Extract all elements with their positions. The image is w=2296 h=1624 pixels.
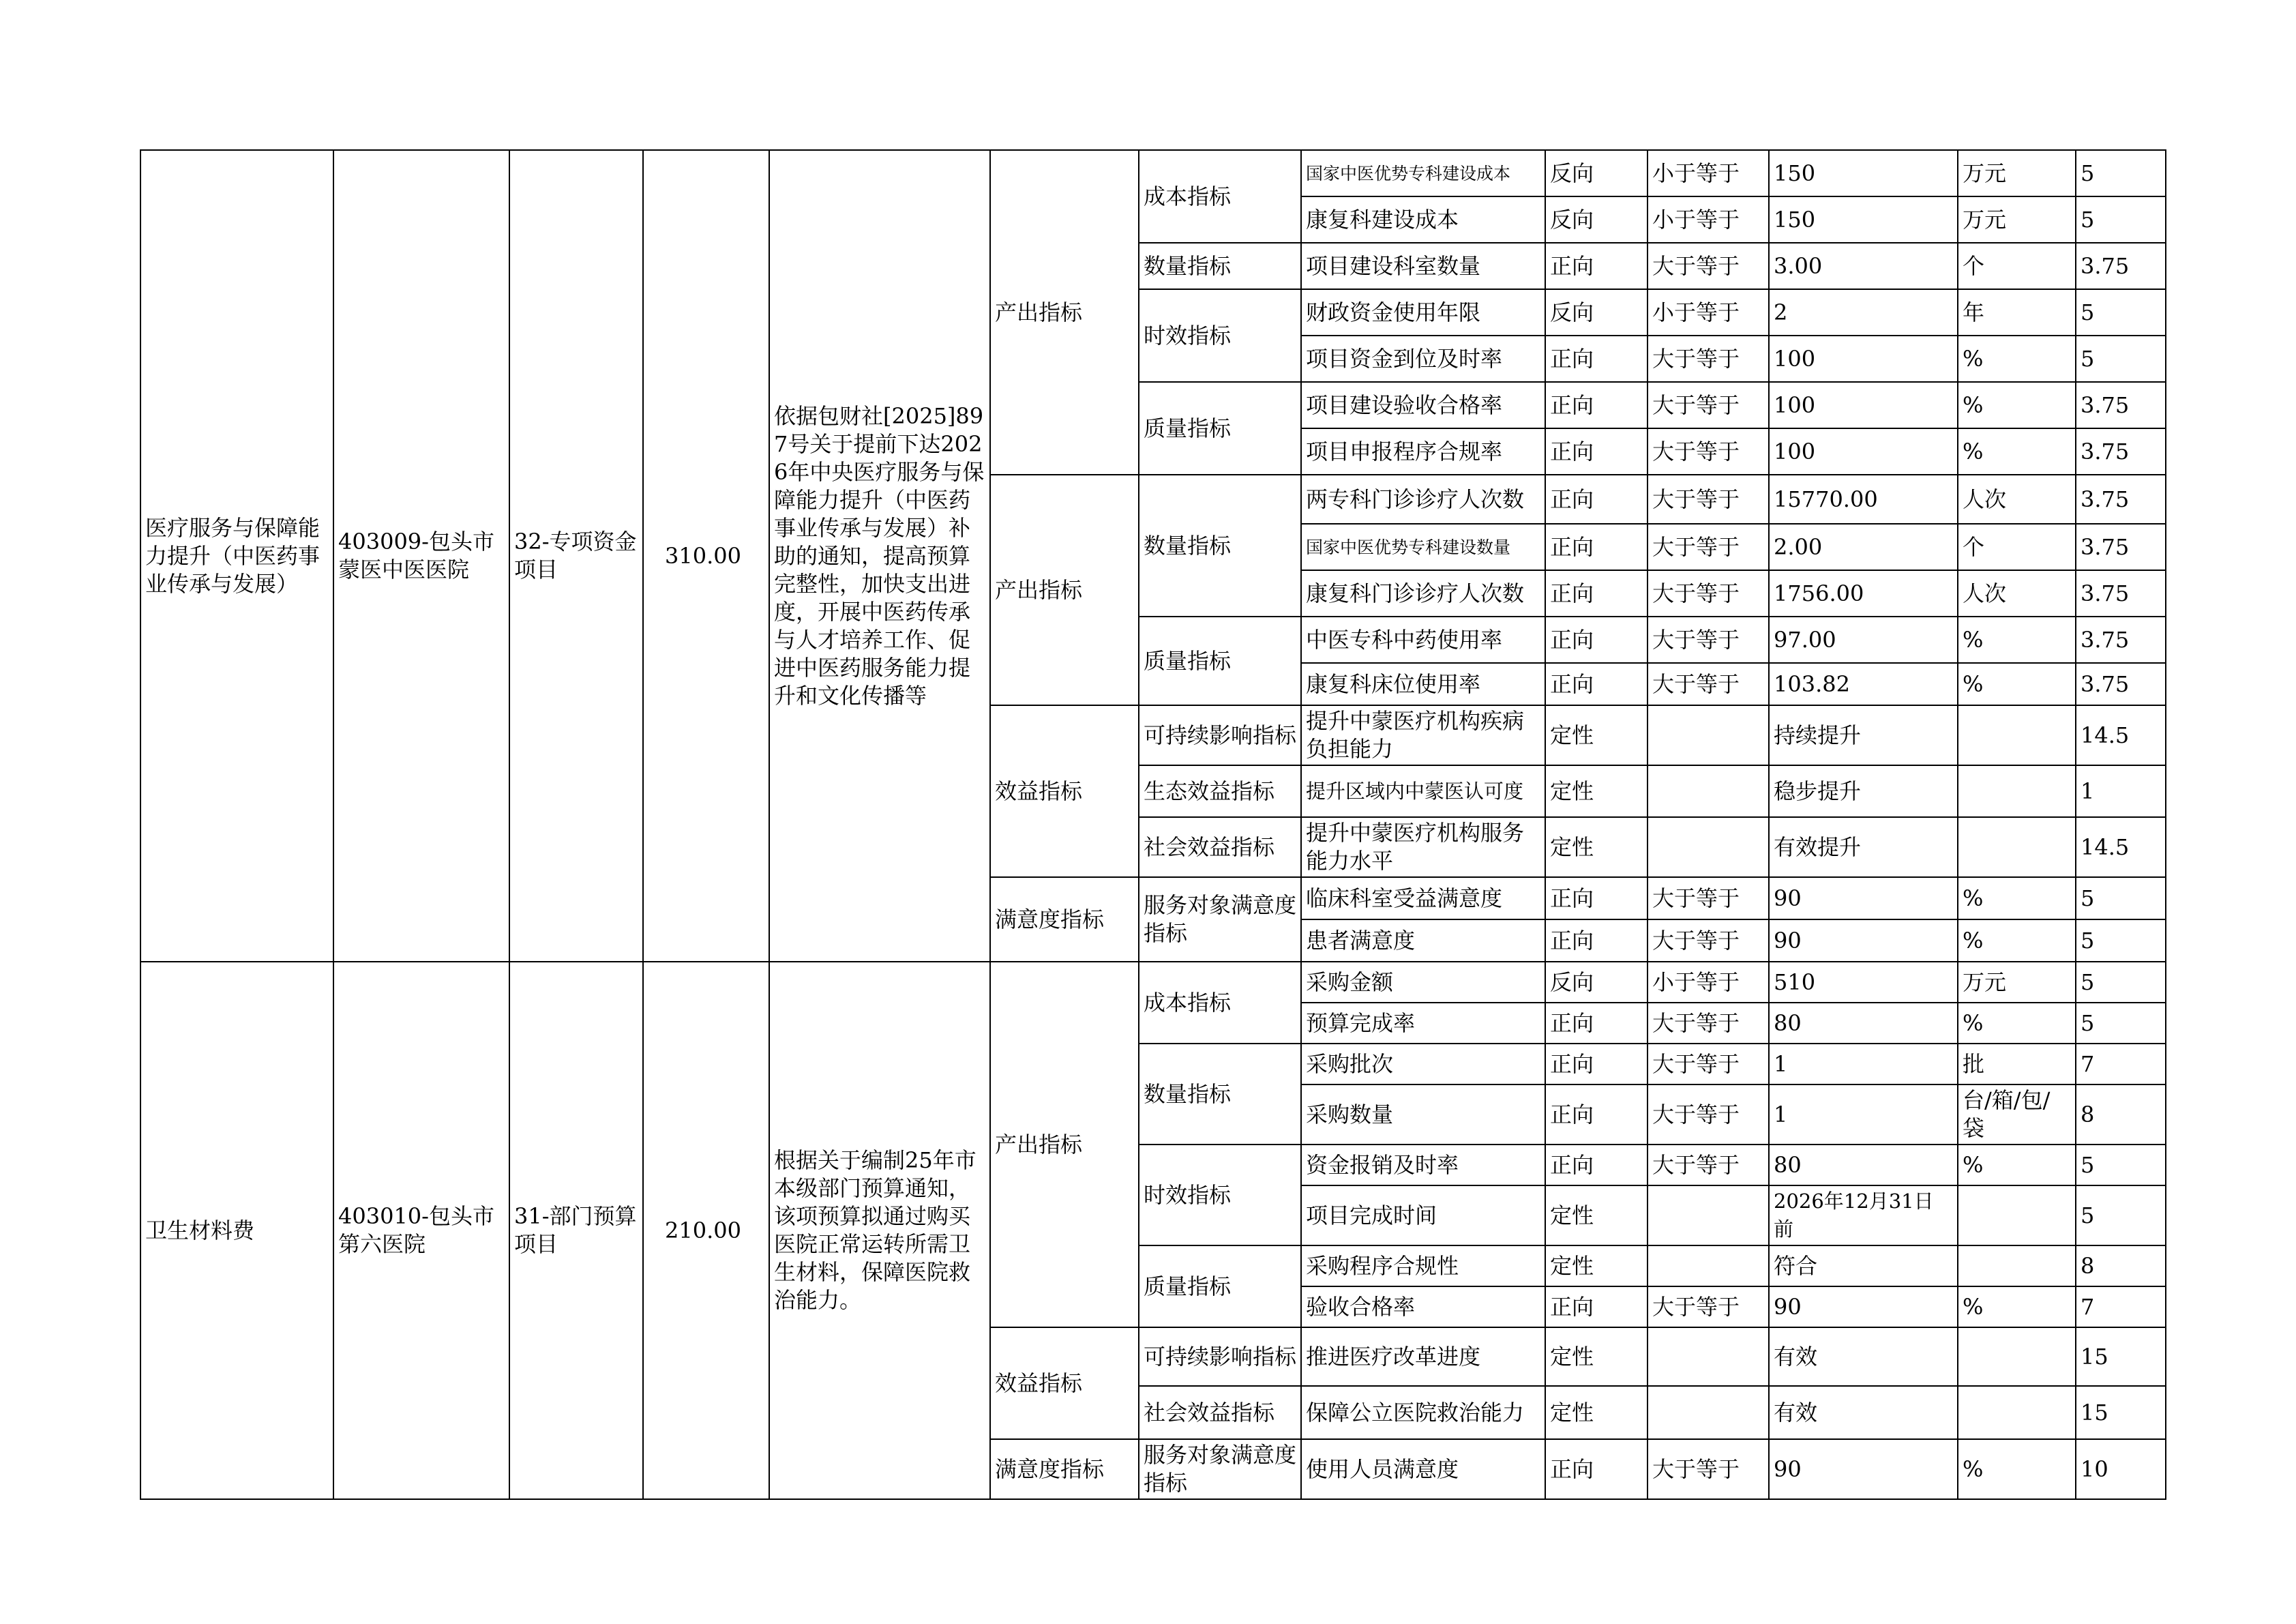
indicator-name-cell: 采购程序合规性 — [1301, 1245, 1545, 1286]
indicator-target-cell: 510 — [1769, 962, 1958, 1003]
indicator-direction-cell: 反向 — [1545, 150, 1648, 196]
indicator-unit-cell — [1958, 765, 2076, 817]
indicator-direction-cell: 正向 — [1545, 1003, 1648, 1044]
indicator-name-cell: 康复科建设成本 — [1301, 196, 1545, 243]
indicator-operator-cell: 大于等于 — [1648, 1044, 1769, 1084]
indicator-direction-cell: 定性 — [1545, 1327, 1648, 1386]
indicator-target-cell: 150 — [1769, 196, 1958, 243]
project-unit-cell: 403009-包头市蒙医中医医院 — [333, 150, 509, 962]
indicator-operator-cell: 大于等于 — [1648, 1439, 1769, 1499]
indicator-target-cell: 90 — [1769, 919, 1958, 962]
indicator-direction-cell: 正向 — [1545, 617, 1648, 663]
indicator-target-cell: 150 — [1769, 150, 1958, 196]
indicator-unit-cell: 万元 — [1958, 196, 2076, 243]
indicator-direction-cell: 正向 — [1545, 524, 1648, 570]
project-name-cell: 卫生材料费 — [140, 962, 333, 1499]
indicator-operator-cell: 大于等于 — [1648, 877, 1769, 919]
indicator-name-cell: 提升区域内中蒙医认可度 — [1301, 765, 1545, 817]
indicator-score-cell: 5 — [2076, 336, 2166, 382]
project-description-cell: 根据关于编制25年市本级部门预算通知，该项预算拟通过购买医院正常运转所需卫生材料，保障医院救治能力。 — [769, 962, 990, 1499]
indicator-direction-cell: 正向 — [1545, 877, 1648, 919]
indicator-unit-cell: % — [1958, 663, 2076, 705]
indicator-unit-cell — [1958, 817, 2076, 877]
indicator-name-cell: 患者满意度 — [1301, 919, 1545, 962]
indicator-operator-cell — [1648, 1327, 1769, 1386]
indicator-direction-cell: 正向 — [1545, 1286, 1648, 1327]
indicator-operator-cell: 大于等于 — [1648, 382, 1769, 428]
indicator-score-cell: 8 — [2076, 1084, 2166, 1145]
indicator-direction-cell: 定性 — [1545, 705, 1648, 765]
indicator-score-cell: 3.75 — [2076, 570, 2166, 617]
indicator-target-cell: 1 — [1769, 1044, 1958, 1084]
indicator-unit-cell: % — [1958, 336, 2076, 382]
level2-indicator-cell: 服务对象满意度指标 — [1139, 877, 1301, 962]
indicator-unit-cell: % — [1958, 382, 2076, 428]
indicator-score-cell: 14.5 — [2076, 817, 2166, 877]
indicator-score-cell: 5 — [2076, 919, 2166, 962]
indicator-name-cell: 保障公立医院救治能力 — [1301, 1386, 1545, 1439]
indicator-unit-cell: 个 — [1958, 243, 2076, 289]
indicator-direction-cell: 正向 — [1545, 243, 1648, 289]
indicator-score-cell: 3.75 — [2076, 475, 2166, 524]
indicator-score-cell: 15 — [2076, 1386, 2166, 1439]
indicator-name-cell: 临床科室受益满意度 — [1301, 877, 1545, 919]
indicator-direction-cell: 反向 — [1545, 962, 1648, 1003]
indicator-score-cell: 7 — [2076, 1286, 2166, 1327]
indicator-unit-cell: 人次 — [1958, 570, 2076, 617]
indicator-score-cell: 8 — [2076, 1245, 2166, 1286]
indicator-score-cell: 3.75 — [2076, 428, 2166, 475]
indicator-score-cell: 5 — [2076, 289, 2166, 336]
indicator-unit-cell: 台/箱/包/袋 — [1958, 1084, 2076, 1145]
indicator-target-cell: 有效提升 — [1769, 817, 1958, 877]
indicator-score-cell: 3.75 — [2076, 663, 2166, 705]
level2-indicator-cell: 数量指标 — [1139, 1044, 1301, 1145]
indicator-target-cell: 2 — [1769, 289, 1958, 336]
table-row — [140, 150, 2166, 196]
indicator-target-cell: 2.00 — [1769, 524, 1958, 570]
indicator-operator-cell: 大于等于 — [1648, 1003, 1769, 1044]
indicator-target-cell: 有效 — [1769, 1327, 1958, 1386]
indicator-unit-cell: 批 — [1958, 1044, 2076, 1084]
level2-indicator-cell: 数量指标 — [1139, 475, 1301, 617]
table-row — [140, 962, 2166, 1003]
indicator-target-cell: 2026年12月31日前 — [1769, 1185, 1958, 1245]
indicator-name-cell: 使用人员满意度 — [1301, 1439, 1545, 1499]
indicator-direction-cell: 正向 — [1545, 1044, 1648, 1084]
grid-body — [140, 150, 2166, 1499]
indicator-operator-cell: 大于等于 — [1648, 475, 1769, 524]
level1-indicator-cell: 满意度指标 — [990, 877, 1139, 962]
indicator-direction-cell: 定性 — [1545, 1185, 1648, 1245]
indicator-operator-cell: 大于等于 — [1648, 1145, 1769, 1185]
indicator-score-cell: 5 — [2076, 150, 2166, 196]
indicator-operator-cell: 大于等于 — [1648, 1084, 1769, 1145]
indicator-target-cell: 103.82 — [1769, 663, 1958, 705]
indicator-direction-cell: 定性 — [1545, 1245, 1648, 1286]
indicator-score-cell: 15 — [2076, 1327, 2166, 1386]
indicator-score-cell: 1 — [2076, 765, 2166, 817]
project-unit-cell: 403010-包头市第六医院 — [333, 962, 509, 1499]
indicator-operator-cell: 大于等于 — [1648, 919, 1769, 962]
indicator-direction-cell: 正向 — [1545, 919, 1648, 962]
indicator-unit-cell: 年 — [1958, 289, 2076, 336]
indicator-name-cell: 资金报销及时率 — [1301, 1145, 1545, 1185]
indicator-name-cell: 两专科门诊诊疗人次数 — [1301, 475, 1545, 524]
indicator-direction-cell: 正向 — [1545, 1145, 1648, 1185]
indicator-score-cell: 3.75 — [2076, 243, 2166, 289]
indicator-target-cell: 100 — [1769, 382, 1958, 428]
indicator-operator-cell — [1648, 705, 1769, 765]
indicator-operator-cell: 小于等于 — [1648, 289, 1769, 336]
indicator-operator-cell: 大于等于 — [1648, 1286, 1769, 1327]
indicator-operator-cell: 小于等于 — [1648, 150, 1769, 196]
indicator-target-cell: 有效 — [1769, 1386, 1958, 1439]
indicator-name-cell: 验收合格率 — [1301, 1286, 1545, 1327]
indicator-target-cell: 15770.00 — [1769, 475, 1958, 524]
level2-indicator-cell: 数量指标 — [1139, 243, 1301, 289]
indicator-unit-cell: 个 — [1958, 524, 2076, 570]
indicator-direction-cell: 正向 — [1545, 382, 1648, 428]
indicator-direction-cell: 定性 — [1545, 765, 1648, 817]
indicator-name-cell: 项目建设验收合格率 — [1301, 382, 1545, 428]
indicator-operator-cell — [1648, 765, 1769, 817]
indicator-operator-cell — [1648, 1386, 1769, 1439]
indicator-operator-cell: 大于等于 — [1648, 336, 1769, 382]
indicator-target-cell: 100 — [1769, 336, 1958, 382]
indicator-target-cell: 100 — [1769, 428, 1958, 475]
indicator-score-cell: 5 — [2076, 1003, 2166, 1044]
indicator-name-cell: 采购批次 — [1301, 1044, 1545, 1084]
indicator-direction-cell: 正向 — [1545, 475, 1648, 524]
indicator-name-cell: 项目资金到位及时率 — [1301, 336, 1545, 382]
indicator-direction-cell: 反向 — [1545, 289, 1648, 336]
level2-indicator-cell: 社会效益指标 — [1139, 1386, 1301, 1439]
indicator-target-cell: 97.00 — [1769, 617, 1958, 663]
indicator-target-cell: 持续提升 — [1769, 705, 1958, 765]
indicator-unit-cell: % — [1958, 919, 2076, 962]
project-amount-cell: 210.00 — [643, 962, 769, 1499]
indicator-operator-cell: 大于等于 — [1648, 663, 1769, 705]
project-description-cell: 依据包财社[2025]897号关于提前下达2026年中央医疗服务与保障能力提升（中医药事业传承与发展）补助的通知，提高预算完整性，加快支出进度，开展中医药传承与人才培养工作、促进中医药服务能力提升和文化传播等 — [769, 150, 990, 962]
indicator-name-cell: 预算完成率 — [1301, 1003, 1545, 1044]
project-name-cell: 医疗服务与保障能力提升（中医药事业传承与发展） — [140, 150, 333, 962]
indicator-unit-cell: % — [1958, 877, 2076, 919]
indicator-score-cell: 5 — [2076, 196, 2166, 243]
indicator-name-cell: 康复科床位使用率 — [1301, 663, 1545, 705]
indicator-operator-cell: 大于等于 — [1648, 243, 1769, 289]
indicator-direction-cell: 正向 — [1545, 428, 1648, 475]
level1-indicator-cell: 产出指标 — [990, 150, 1139, 475]
level1-indicator-cell: 效益指标 — [990, 1327, 1139, 1439]
indicator-unit-cell — [1958, 1386, 2076, 1439]
level2-indicator-cell: 可持续影响指标 — [1139, 705, 1301, 765]
indicator-operator-cell: 大于等于 — [1648, 570, 1769, 617]
indicator-direction-cell: 反向 — [1545, 196, 1648, 243]
indicator-target-cell: 3.00 — [1769, 243, 1958, 289]
indicator-score-cell: 3.75 — [2076, 382, 2166, 428]
indicator-name-cell: 采购数量 — [1301, 1084, 1545, 1145]
indicator-operator-cell: 小于等于 — [1648, 962, 1769, 1003]
indicator-name-cell: 项目完成时间 — [1301, 1185, 1545, 1245]
indicator-unit-cell — [1958, 705, 2076, 765]
indicator-target-cell: 90 — [1769, 1439, 1958, 1499]
project-type-cell: 31-部门预算项目 — [509, 962, 643, 1499]
indicator-unit-cell: 万元 — [1958, 150, 2076, 196]
indicator-operator-cell — [1648, 817, 1769, 877]
indicator-operator-cell: 大于等于 — [1648, 617, 1769, 663]
indicator-target-cell: 90 — [1769, 1286, 1958, 1327]
indicator-score-cell: 5 — [2076, 1185, 2166, 1245]
indicator-direction-cell: 正向 — [1545, 570, 1648, 617]
indicator-name-cell: 提升中蒙医疗机构疾病负担能力 — [1301, 705, 1545, 765]
level2-indicator-cell: 质量指标 — [1139, 1245, 1301, 1327]
indicator-unit-cell — [1958, 1327, 2076, 1386]
level2-indicator-cell: 社会效益指标 — [1139, 817, 1301, 877]
indicator-target-cell: 90 — [1769, 877, 1958, 919]
indicator-operator-cell: 大于等于 — [1648, 524, 1769, 570]
indicator-name-cell: 国家中医优势专科建设成本 — [1301, 150, 1545, 196]
project-amount-cell: 310.00 — [643, 150, 769, 962]
indicator-operator-cell — [1648, 1245, 1769, 1286]
level1-indicator-cell: 满意度指标 — [990, 1439, 1139, 1499]
indicator-name-cell: 康复科门诊诊疗人次数 — [1301, 570, 1545, 617]
indicator-score-cell: 5 — [2076, 962, 2166, 1003]
indicator-unit-cell — [1958, 1245, 2076, 1286]
indicator-score-cell: 3.75 — [2076, 617, 2166, 663]
level2-indicator-cell: 成本指标 — [1139, 150, 1301, 243]
indicator-name-cell: 中医专科中药使用率 — [1301, 617, 1545, 663]
indicator-name-cell: 项目建设科室数量 — [1301, 243, 1545, 289]
indicator-direction-cell: 定性 — [1545, 817, 1648, 877]
level2-indicator-cell: 时效指标 — [1139, 1145, 1301, 1245]
level2-indicator-cell: 可持续影响指标 — [1139, 1327, 1301, 1386]
indicator-score-cell: 7 — [2076, 1044, 2166, 1084]
level2-indicator-cell: 质量指标 — [1139, 617, 1301, 705]
level2-indicator-cell: 成本指标 — [1139, 962, 1301, 1044]
indicator-unit-cell: 人次 — [1958, 475, 2076, 524]
indicator-name-cell: 采购金额 — [1301, 962, 1545, 1003]
indicator-unit-cell — [1958, 1185, 2076, 1245]
indicator-target-cell: 80 — [1769, 1145, 1958, 1185]
indicator-name-cell: 财政资金使用年限 — [1301, 289, 1545, 336]
indicator-direction-cell: 正向 — [1545, 336, 1648, 382]
indicator-unit-cell: % — [1958, 1145, 2076, 1185]
indicator-score-cell: 3.75 — [2076, 524, 2166, 570]
indicator-name-cell: 推进医疗改革进度 — [1301, 1327, 1545, 1386]
indicator-direction-cell: 正向 — [1545, 663, 1648, 705]
indicator-unit-cell: % — [1958, 428, 2076, 475]
indicator-score-cell: 14.5 — [2076, 705, 2166, 765]
indicator-direction-cell: 正向 — [1545, 1084, 1648, 1145]
indicator-unit-cell: % — [1958, 1003, 2076, 1044]
indicator-name-cell: 国家中医优势专科建设数量 — [1301, 524, 1545, 570]
indicator-unit-cell: % — [1958, 1439, 2076, 1499]
level1-indicator-cell: 产出指标 — [990, 962, 1139, 1327]
indicator-grid — [140, 149, 2166, 1500]
indicator-unit-cell: 万元 — [1958, 962, 2076, 1003]
indicator-operator-cell: 小于等于 — [1648, 196, 1769, 243]
level1-indicator-cell: 产出指标 — [990, 475, 1139, 705]
indicator-name-cell: 项目申报程序合规率 — [1301, 428, 1545, 475]
level1-indicator-cell: 效益指标 — [990, 705, 1139, 877]
level2-indicator-cell: 时效指标 — [1139, 289, 1301, 382]
indicator-name-cell: 提升中蒙医疗机构服务能力水平 — [1301, 817, 1545, 877]
indicator-score-cell: 10 — [2076, 1439, 2166, 1499]
indicator-target-cell: 符合 — [1769, 1245, 1958, 1286]
indicator-operator-cell: 大于等于 — [1648, 428, 1769, 475]
indicator-unit-cell: % — [1958, 1286, 2076, 1327]
indicator-operator-cell — [1648, 1185, 1769, 1245]
level2-indicator-cell: 质量指标 — [1139, 382, 1301, 475]
indicator-target-cell: 稳步提升 — [1769, 765, 1958, 817]
indicator-direction-cell: 定性 — [1545, 1386, 1648, 1439]
indicator-score-cell: 5 — [2076, 1145, 2166, 1185]
indicator-score-cell: 5 — [2076, 877, 2166, 919]
indicator-target-cell: 80 — [1769, 1003, 1958, 1044]
indicator-unit-cell: % — [1958, 617, 2076, 663]
indicator-direction-cell: 正向 — [1545, 1439, 1648, 1499]
performance-target-table — [140, 149, 2165, 1500]
level2-indicator-cell: 服务对象满意度指标 — [1139, 1439, 1301, 1499]
project-type-cell: 32-专项资金项目 — [509, 150, 643, 962]
level2-indicator-cell: 生态效益指标 — [1139, 765, 1301, 817]
indicator-target-cell: 1 — [1769, 1084, 1958, 1145]
indicator-target-cell: 1756.00 — [1769, 570, 1958, 617]
